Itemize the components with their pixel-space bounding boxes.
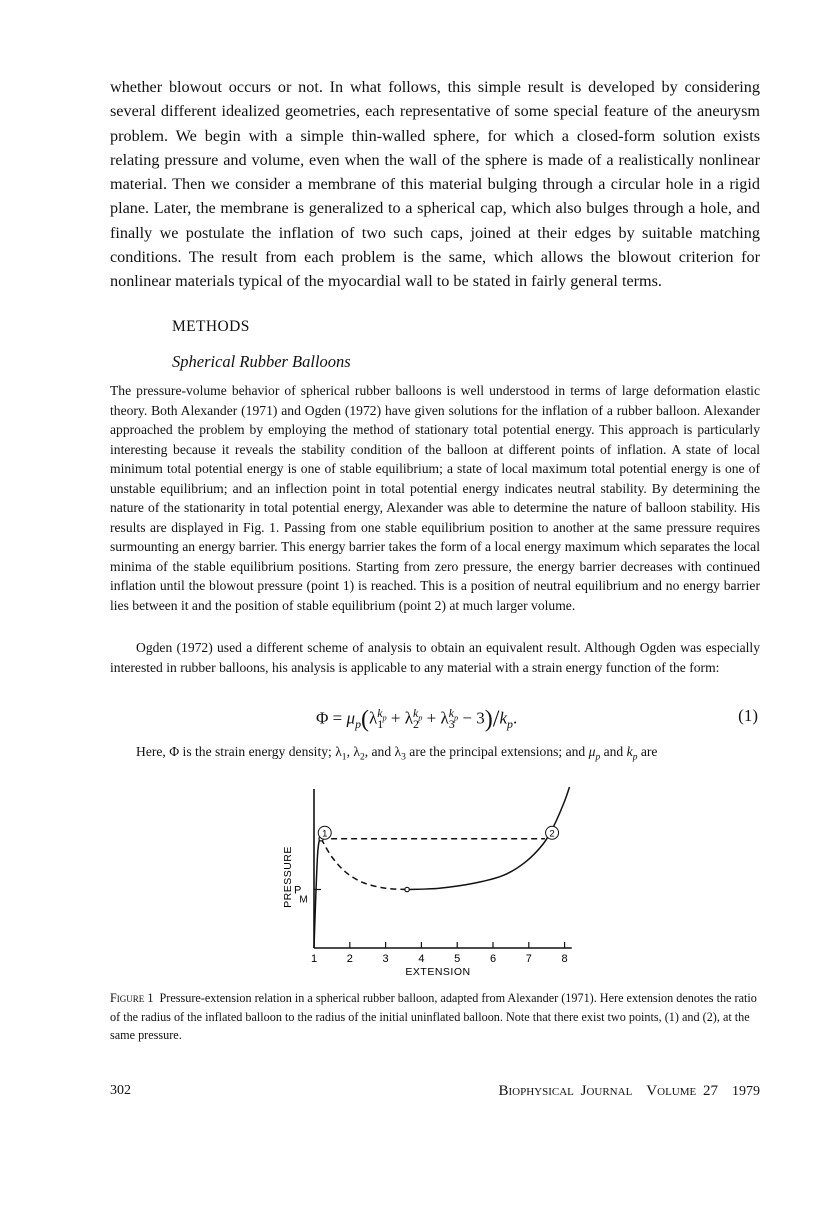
figure-1-chart (276, 787, 606, 982)
x-tick-label: 8 (561, 953, 568, 965)
series-line-2 (321, 839, 407, 890)
caption-label: Figure 1 (110, 991, 154, 1005)
x-tick-label: 6 (489, 953, 497, 965)
x-tick-label: 7 (525, 953, 532, 965)
x-tick-label: 4 (418, 953, 425, 965)
section-heading: METHODS (172, 318, 250, 335)
equation-body: $\Phi = \mu_p(\lambda_1^{k_p} + \lambda_2^{k_p} + \lambda_3^{k_p} - 3)/k_p$. (316, 706, 518, 733)
point-min-marker (405, 887, 409, 891)
x-axis-label: EXTENSION (405, 966, 471, 978)
x-tick-label: 3 (382, 953, 389, 965)
caption-text: Pressure-extension relation in a spherical rubber balloon, adapted from Alexander (1971). Here extension denotes the ratio of the radius of the inflated balloon to the radius of the initial uninflated balloon. Note that there exist two points, (1) and (2), at the same pressure. (110, 991, 757, 1043)
y-tick-label-pm: P M (294, 884, 308, 906)
figure-caption (110, 989, 760, 1045)
annotation-label-1: 1 (322, 828, 328, 840)
x-tick-label: 5 (454, 953, 461, 965)
equation-1 (110, 704, 760, 734)
x-tick-label: 1 (310, 953, 318, 965)
x-tick-label: 2 (346, 953, 353, 965)
page-number: 302 (110, 1083, 131, 1098)
running-head (498, 1083, 760, 1100)
journal-year: 1979 (732, 1084, 760, 1099)
subsection-heading: Spherical Rubber Balloons (172, 352, 351, 371)
y-axis-label: PRESSURE (282, 846, 294, 908)
journal-volume: Volume 27 (646, 1083, 718, 1099)
intro-paragraph: whether blowout occurs or not. In what follows, this simple result is developed by considering several different idealized geometries, each representative of some special feature of the aneurysm problem. We begin with a simple thin-walled sphere, for which a closed-form solution exists relating pressure and volume, even when the wall of the sphere is made of a realistically nonlinear material. Then we consider a membrane of this material bulging through a circular hole in a rigid plane. Later, the membrane is generalized to a spherical cap, which also bulges through a hole, and finally we postulate the inflation of two such caps, joined at their edges by suitable matching conditions. The result from each problem is the same, which allows the blowout criterion for nonlinear materials typical of the myocardial wall to be stated in fairly general terms. (110, 78, 760, 291)
series-line-1 (314, 839, 321, 948)
body-paragraph-2: Ogden (1972) used a different scheme of analysis to obtain an equivalent result. Although Ogden was especially interested in rubber balloons, his analysis is applicable to any material with a strain energy function of the form: (110, 640, 760, 675)
body-paragraph-1: The pressure-volume behavior of spherical rubber balloons is well understood in terms of large deformation elastic theory. Both Alexander (1971) and Ogden (1972) have given solutions for the inflation of a rubber balloon. Alexander approached the problem by employing the method of stationary total potential energy. This approach is particularly interesting because it reveals the stability condition of the balloon at different points of inflation. A state of local minimum total potential energy is one of stable equilibrium; a state of local maximum total potential energy is one of unstable equilibrium; and an inflection point in total potential energy indicates neutral stability. By determining the nature of the stationarity in total potential energy, Alexander was able to determine the nature of balloon stability. His results are displayed in Fig. 1. Passing from one stable equilibrium position to another at the same pressure requires surmounting an energy barrier. This energy barrier takes the form of a local energy maximum which separates the local minima of the stable equilibrium positions. Starting from zero pressure, the energy barrier decreases with continued inflation until the blowout pressure (point 1) is reached. This is a position of neutral equilibrium and no energy barrier lies between it and the position of stable equilibrium (point 2) at much larger volume. (110, 383, 760, 613)
equation-number: (1) (738, 706, 758, 725)
journal-name: Biophysical Journal (498, 1083, 633, 1099)
annotation-label-2: 2 (549, 828, 555, 840)
body-paragraph-3: Here, Φ is the strain energy density; $\lambda_1$, $\lambda_2$, and $\lambda_3$ are the principal extensions; and $\mu_p$ and $k_p$ are (136, 744, 658, 763)
